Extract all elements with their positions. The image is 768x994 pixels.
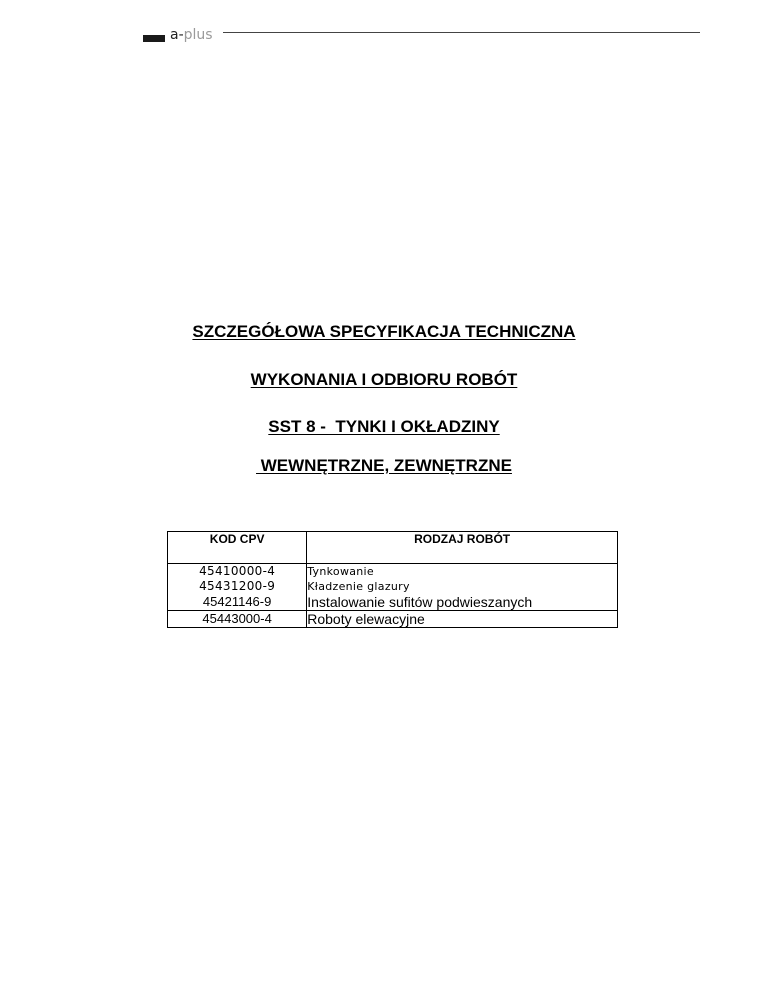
title-line-3-text: SST 8 - TYNKI I OKŁADZINY bbox=[268, 417, 500, 436]
table-header-row bbox=[168, 532, 618, 564]
cpv-code: 45443000-4 bbox=[168, 611, 307, 628]
header-rodzaj-robot: RODZAJ ROBÓT bbox=[307, 532, 618, 564]
title-line-1-text: SZCZEGÓŁOWA SPECYFIKACJA TECHNICZNA bbox=[192, 322, 576, 341]
logo-suffix: plus bbox=[183, 27, 213, 43]
codes-cell bbox=[168, 564, 307, 611]
work-name: Instalowanie sufitów podwieszanych bbox=[307, 594, 533, 610]
title-line-2-text: WYKONANIA I ODBIORU ROBÓT bbox=[250, 370, 518, 389]
logo-bar bbox=[143, 35, 165, 42]
names-cell bbox=[307, 564, 618, 611]
cpv-code: 45410000-4 bbox=[199, 564, 276, 578]
table-row bbox=[168, 611, 618, 628]
logo bbox=[170, 27, 213, 43]
cpv-code: 45431200-9 bbox=[199, 579, 276, 593]
title-line-4-text: WEWNĘTRZNE, ZEWNĘTRZNE bbox=[256, 456, 512, 475]
table-row bbox=[168, 564, 618, 611]
title-line-3 bbox=[0, 417, 768, 437]
work-name: Kładzenie glazury bbox=[307, 580, 410, 593]
work-name: Roboty elewacyjne bbox=[307, 611, 618, 628]
cpv-table bbox=[167, 531, 618, 628]
cpv-code: 45421146-9 bbox=[202, 594, 272, 609]
title-line-2 bbox=[0, 370, 768, 390]
page-header bbox=[143, 26, 700, 46]
header-kod-cpv: KOD CPV bbox=[168, 532, 307, 564]
work-name: Tynkowanie bbox=[307, 565, 374, 578]
title-line-4 bbox=[0, 456, 768, 476]
header-rule bbox=[223, 32, 700, 33]
title-line-1 bbox=[0, 322, 768, 342]
logo-prefix: a- bbox=[170, 27, 184, 43]
